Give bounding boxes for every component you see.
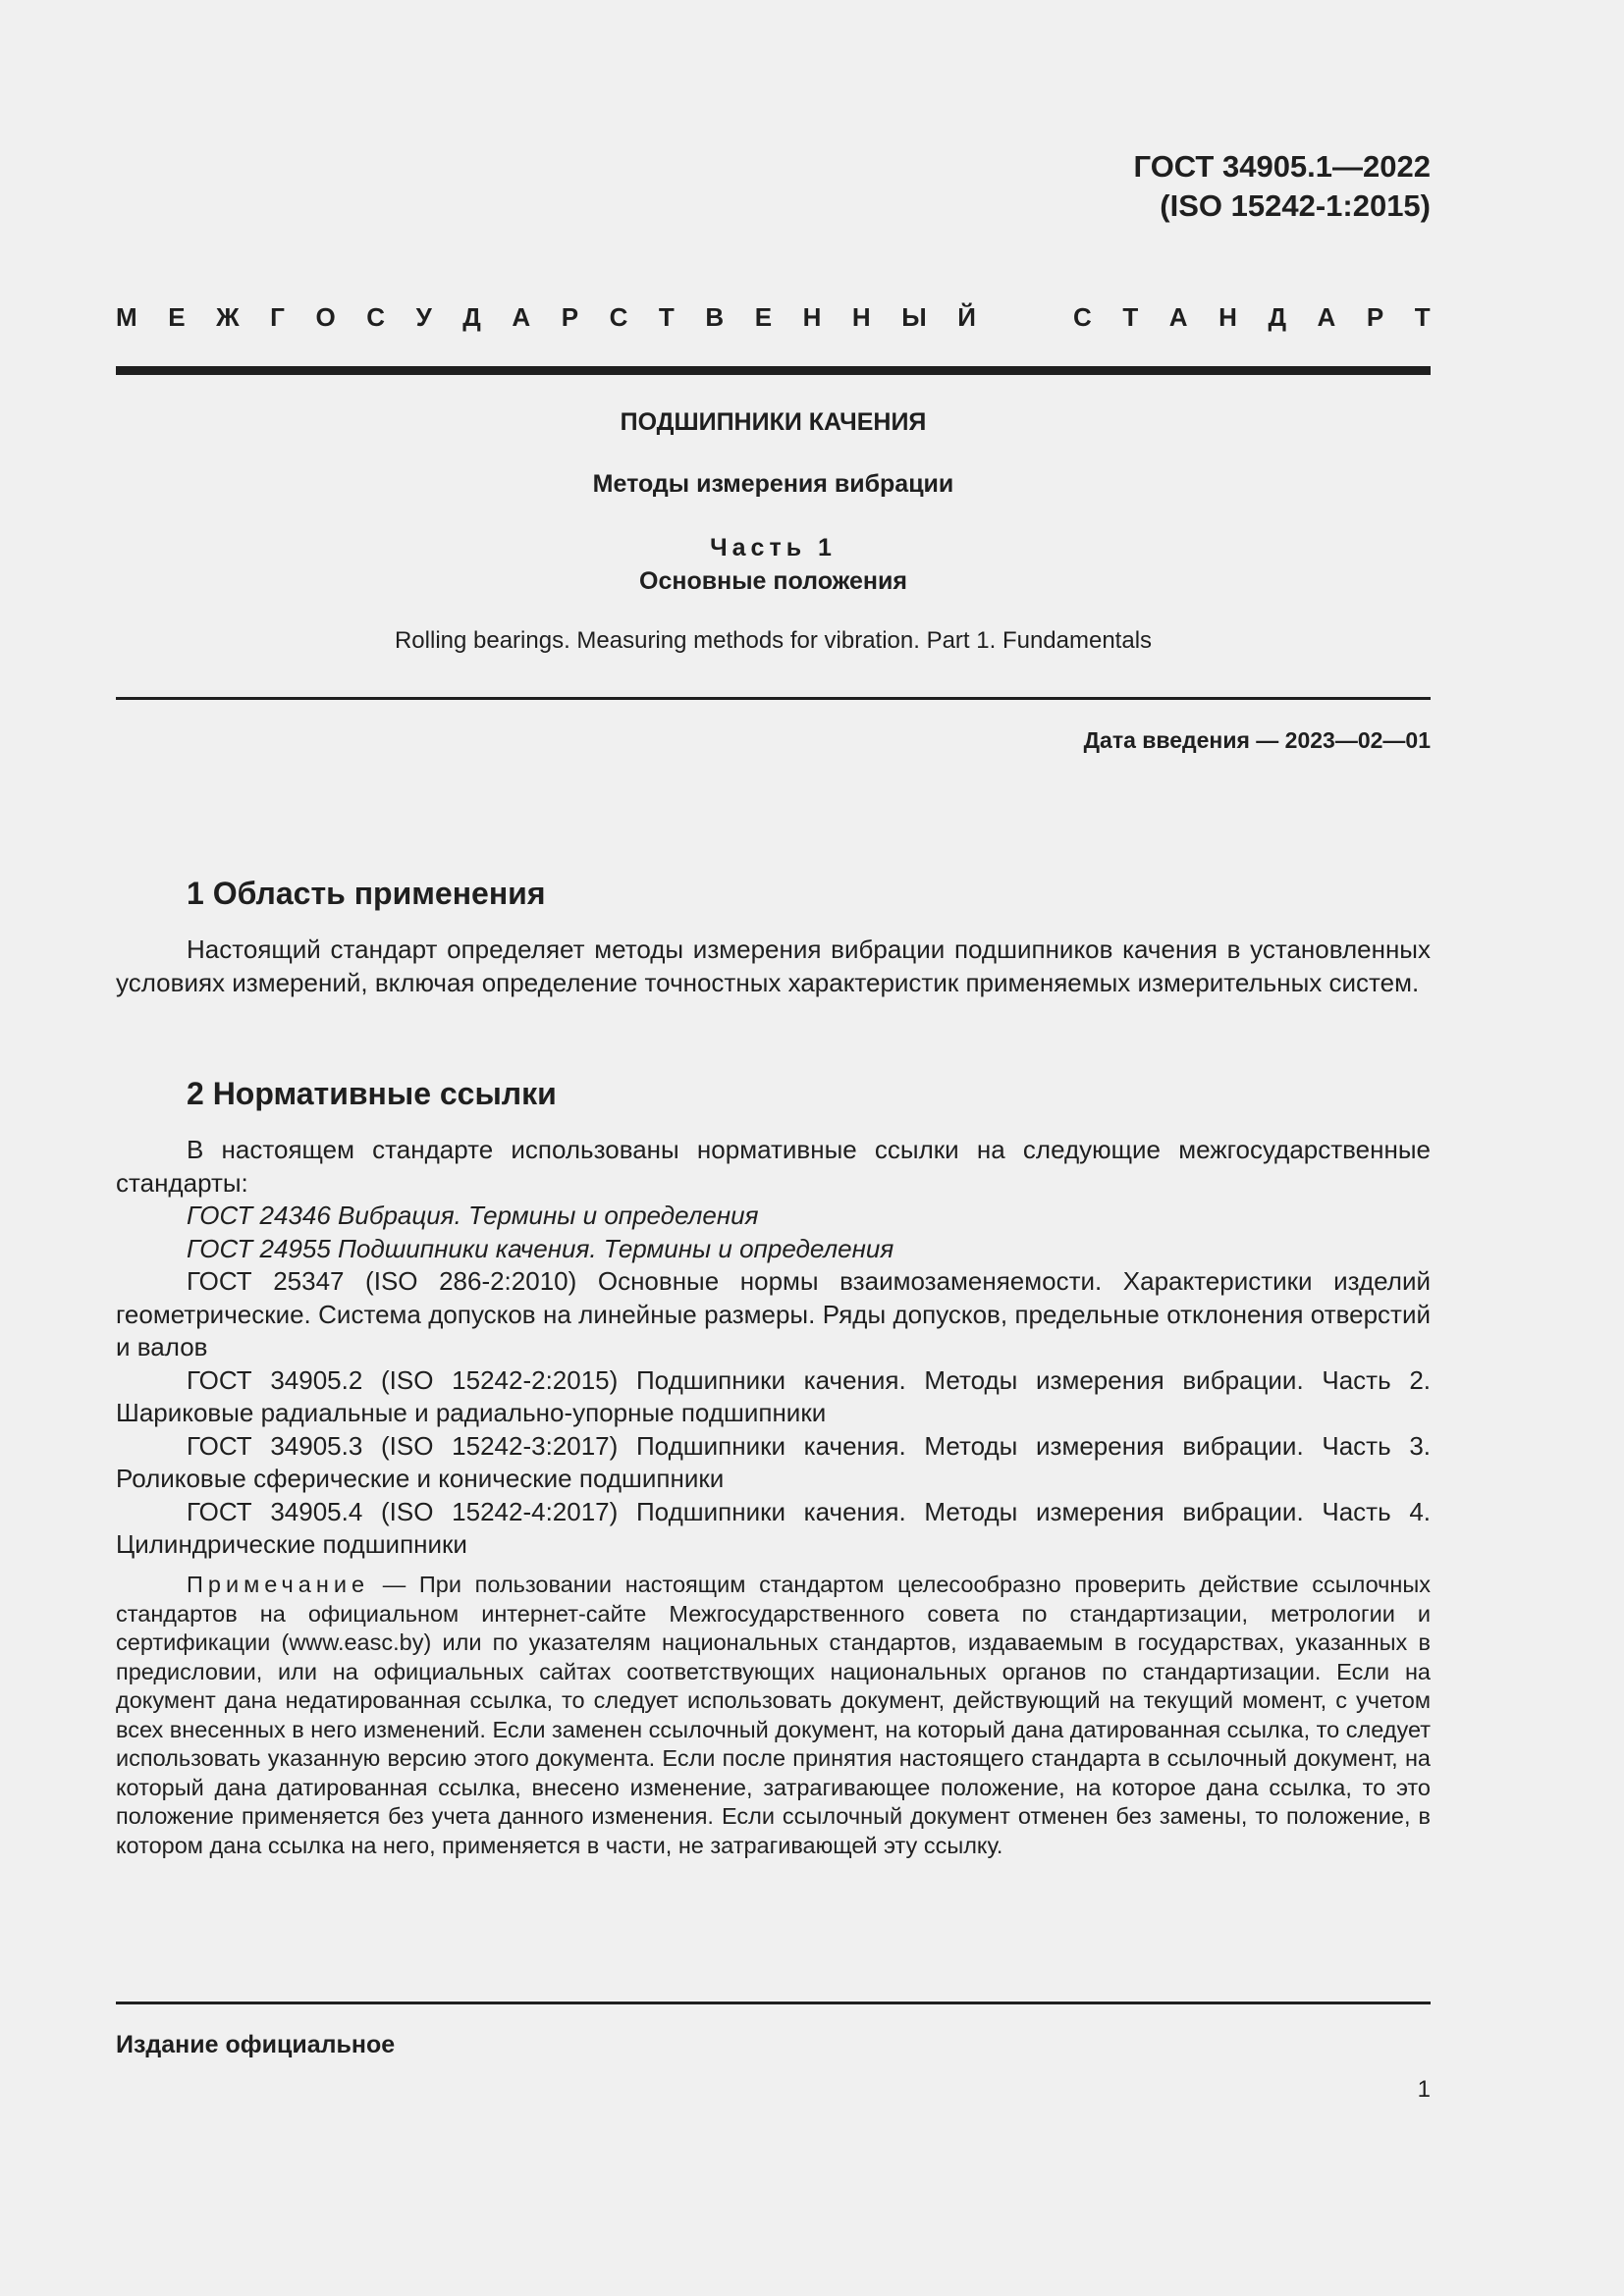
introduction-date: Дата введения — 2023—02—01: [1083, 727, 1431, 753]
section-2-intro: В настоящем стандарте использованы нормативные ссылки на следующие межгосударственные стандарты:: [116, 1135, 1431, 1198]
banner-letter: Д: [462, 302, 481, 332]
banner-word-gap: [1006, 300, 1042, 334]
section-2-body: [116, 1134, 1431, 1562]
reference-item: ГОСТ 24346 Вибрация. Термины и определения: [187, 1201, 759, 1230]
banner-letter: У: [415, 302, 432, 332]
banner-letter: Й: [957, 302, 976, 332]
banner-letter: Т: [1414, 302, 1431, 332]
banner-letter: Е: [168, 302, 186, 332]
banner-letter: С: [366, 302, 386, 332]
note-label: Примечание: [187, 1572, 370, 1597]
title-english: Rolling bearings. Measuring methods for vibration. Part 1. Fundamentals: [394, 627, 1153, 654]
banner-letter: Р: [561, 302, 579, 332]
iso-number: (ISO 15242-1:2015): [1160, 188, 1431, 223]
reference-item: ГОСТ 25347 (ISO 286-2:2010) Основные нормы взаимозаменяемости. Характеристики изделий геометрические. Система допусков на линейные размеры. Ряды допусков, предельные отклонения отверстий и валов: [116, 1266, 1431, 1362]
header-thick-rule: [116, 366, 1431, 375]
banner-letter: Ж: [216, 302, 240, 332]
banner-letter: Т: [1122, 302, 1139, 332]
footer-rule: [116, 2002, 1431, 2004]
banner-letter: Г: [270, 302, 285, 332]
title-part-name: Основные положения: [639, 567, 907, 595]
note-text: — При пользовании настоящим стандартом целесообразно проверить действие ссылочных стандартов на официальном интернет-сайте Межгосударственного совета по стандартизации, метрологии и сертификации (www.easc.by) или по указателям национальных стандартов, издаваемым в государствах, указанных в предисловии, или на официальных сайтах соответствующих национальных органов по стандартизации. Если на документ дана недатированная ссылка, то следует использовать документ, действующий на текущий момент, с учетом всех внесенных в него изменений. Если заменен ссылочный документ, на который дана датированная ссылка, то следует использовать указанную версию этого документа. Если после принятия настоящего стандарта в ссылочный документ, на который дана датированная ссылка, внесено изменение, затрагивающее положение, на которое дана ссылка, то это положение применяется без учета данного изменения. Если ссылочный документ отменен без замены, то положение, в котором дана ссылка на него, применяется в части, не затрагивающей эту ссылку.: [116, 1572, 1432, 1858]
banner-letter: Т: [658, 302, 675, 332]
reference-item: ГОСТ 34905.3 (ISO 15242-3:2017) Подшипники качения. Методы измерения вибрации. Часть 3. Роликовые сферические и конические подшипники: [116, 1430, 1431, 1493]
page-number: 1: [1417, 2076, 1431, 2103]
banner-letter: М: [116, 302, 137, 332]
reference-item: ГОСТ 34905.4 (ISO 15242-4:2017) Подшипники качения. Методы измерения вибрации. Часть 4. Цилиндрические подшипники: [116, 1496, 1431, 1559]
section-2-heading: 2 Нормативные ссылки: [187, 1076, 557, 1111]
document-number-block: [1134, 147, 1431, 226]
note-paragraph: [116, 1571, 1431, 1860]
section-1-body: [116, 934, 1431, 999]
title-part: Часть 1: [710, 534, 837, 561]
doc-number: ГОСТ 34905.1—2022: [1133, 149, 1431, 184]
title-main: ПОДШИПНИКИ КАЧЕНИЯ: [620, 408, 927, 436]
section-1-heading: 1 Область применения: [187, 876, 546, 911]
banner-letter: Н: [851, 302, 871, 332]
reference-item: ГОСТ 34905.2 (ISO 15242-2:2015) Подшипники качения. Методы измерения вибрации. Часть 2. Шариковые радиальные и радиально-упорные подшипники: [116, 1364, 1431, 1427]
banner-letter: Д: [1268, 302, 1286, 332]
banner-letter: Н: [802, 302, 822, 332]
banner-letter: С: [1073, 302, 1092, 332]
banner-letter: В: [705, 302, 725, 332]
banner-letter: О: [315, 302, 336, 332]
official-edition-label: Издание официальное: [116, 2031, 396, 2058]
title-bottom-rule: [116, 697, 1431, 700]
banner-letter: С: [609, 302, 628, 332]
banner-letter: А: [512, 302, 531, 332]
reference-item: ГОСТ 24955 Подшипники качения. Термины и определения: [187, 1233, 894, 1263]
banner-letter: А: [1317, 302, 1336, 332]
section-1-paragraph: Настоящий стандарт определяет методы измерения вибрации подшипников качения в установленных условиях измерений, включая определение точностных характеристик применяемых измерительных систем.: [116, 934, 1431, 997]
interstate-standard-banner: [116, 300, 1431, 334]
banner-letter: Е: [754, 302, 773, 332]
banner-letter: А: [1168, 302, 1188, 332]
title-subtitle: Методы измерения вибрации: [592, 470, 954, 498]
banner-letter: Н: [1218, 302, 1237, 332]
banner-letter: Р: [1366, 302, 1384, 332]
banner-letter: Ы: [901, 302, 927, 332]
